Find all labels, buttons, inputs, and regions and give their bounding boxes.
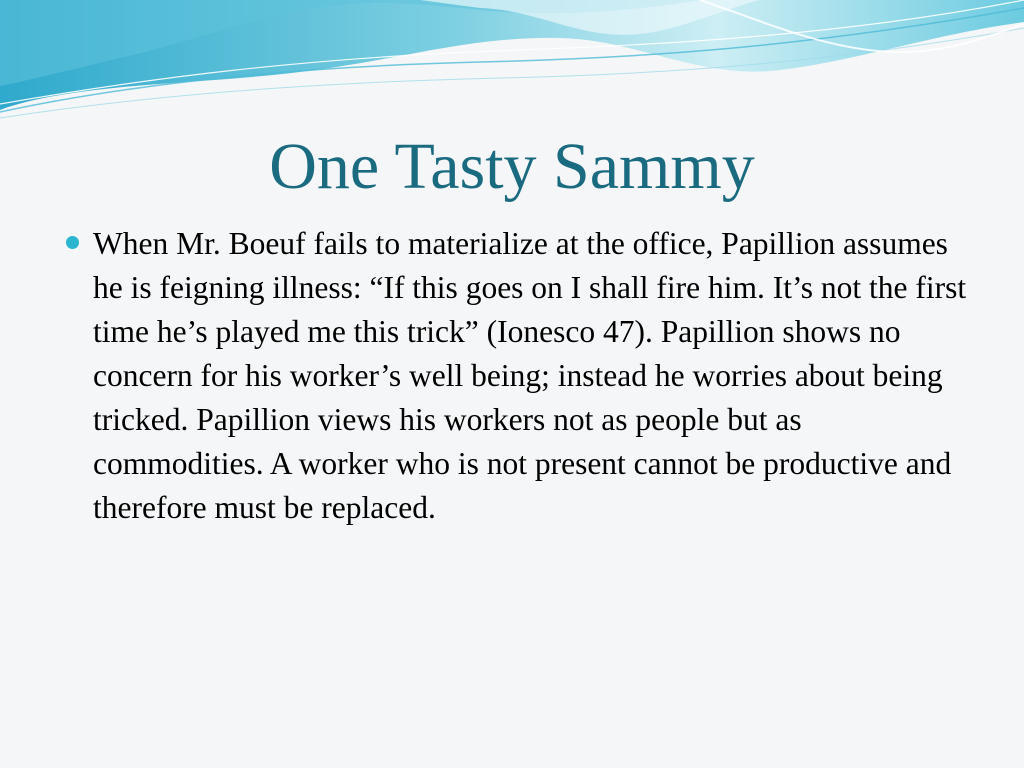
bullet-marker — [66, 236, 79, 249]
slide-title: One Tasty Sammy — [269, 130, 755, 203]
bullet-text: When Mr. Boeuf fails to materialize at the office, Papillion assumes he is feigning illness: “If this goes on I shall fire him. It’s not the first time he’s played me this trick” (Ionesco 47). Papillion shows no concern for his worker’s well being; instead he worries about being tricked. Papillion views his workers not as people but as commodities. A worker who is not present cannot be productive and therefore must be replaced. — [93, 226, 967, 525]
decorative-wave-header — [0, 0, 1024, 130]
bullet-list — [60, 222, 970, 530]
